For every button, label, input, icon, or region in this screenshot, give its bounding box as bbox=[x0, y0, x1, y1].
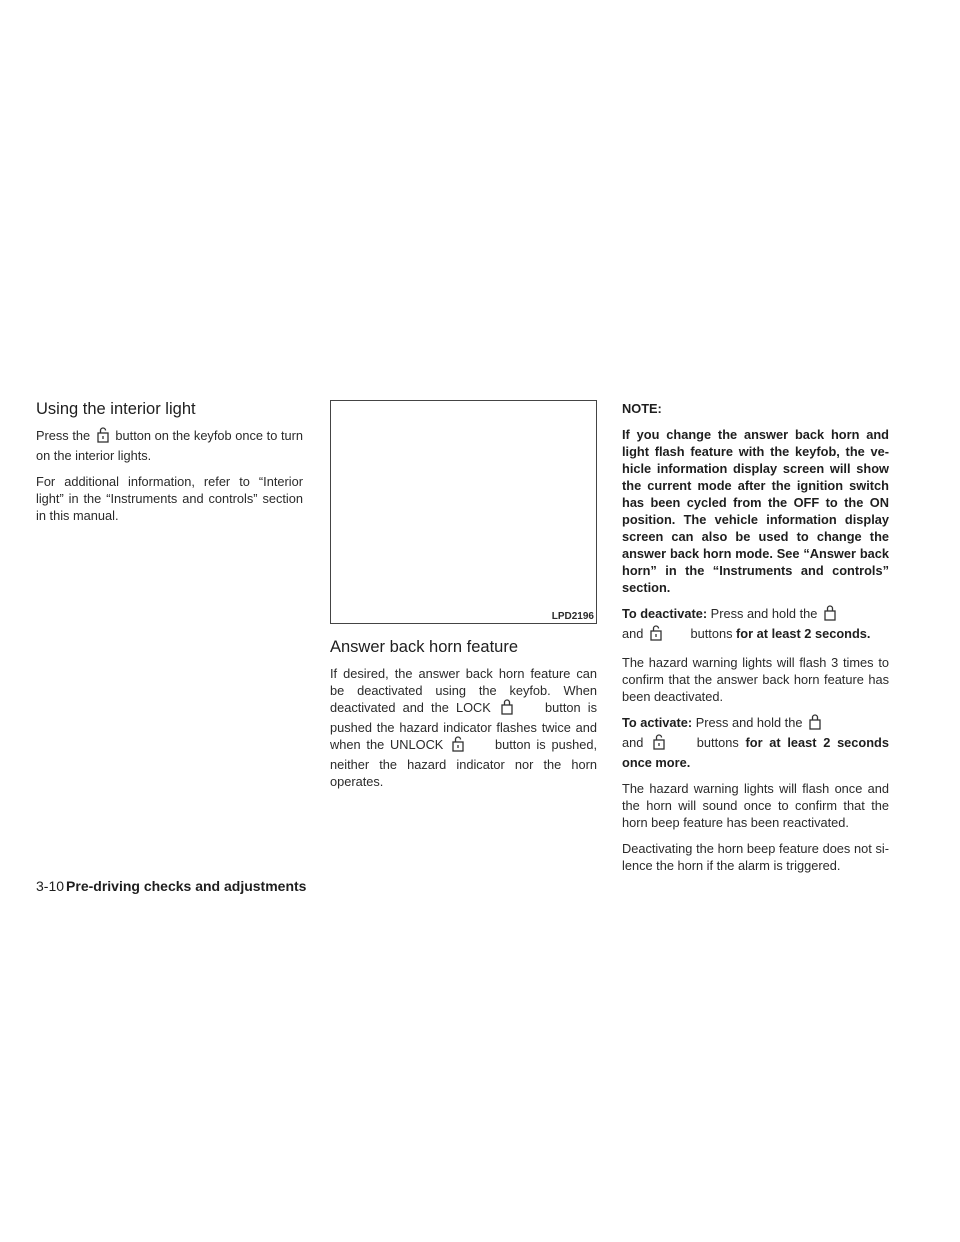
unlock-icon bbox=[96, 427, 110, 447]
paragraph-interior-reference: For additional information, refer to “Interior light” in the “Instruments and controls” section in this manual. bbox=[36, 474, 303, 523]
lock-icon bbox=[500, 699, 514, 719]
figure-illustration bbox=[330, 400, 597, 624]
column-left bbox=[36, 400, 303, 533]
figure-label: LPD2196 bbox=[551, 611, 594, 622]
unlock-icon bbox=[451, 736, 465, 756]
column-right bbox=[622, 400, 889, 883]
unlock-icon bbox=[652, 734, 666, 754]
paragraph-answer-back: If desired, the answer back horn feature can be deactivated using the keyfob. When deactivated and the LOCK button is pushed the hazard indicator flashes twice and when the UNLOCK button is pushed, neither the hazard indicator nor the horn operates. bbox=[330, 666, 598, 789]
note-title: NOTE: bbox=[622, 401, 662, 416]
paragraph-deactivate: To deactivate: Press and hold the and buttons for at least 2 seconds. bbox=[622, 605, 889, 645]
paragraph-final-note: Deactivating the horn beep feature does not si-lence the horn if the alarm is triggered. bbox=[622, 841, 889, 873]
footer-section-title: Pre-driving checks and adjustments bbox=[66, 878, 307, 894]
paragraph-activate: To activate: Press and hold the and buttons for at least 2 seconds once more. bbox=[622, 715, 889, 770]
column-middle bbox=[330, 400, 597, 799]
note-body: If you change the answer back horn and light flash feature with the keyfob, the ve-hicle information display screen will show the current mode after the ignition switch has been cycled from the OFF to the ON position. The vehicle information display screen can also be used to change the answer back horn mode. See “Answer back horn” in the “Instruments and controls” section. bbox=[622, 427, 889, 595]
lock-icon bbox=[808, 714, 822, 734]
page-footer bbox=[36, 878, 306, 894]
heading-interior-light: Using the interior light bbox=[36, 400, 196, 418]
heading-answer-back: Answer back horn feature bbox=[330, 638, 519, 656]
paragraph-activate-result: The hazard warning lights will flash once and the horn will sound once to confirm that the horn beep feature has been reactivated. bbox=[622, 781, 889, 830]
page-number: 3-10 bbox=[36, 878, 65, 894]
unlock-icon bbox=[649, 625, 663, 645]
lock-icon bbox=[823, 605, 837, 625]
paragraph-deactivate-result: The hazard warning lights will flash 3 times to confirm that the answer back horn feature has been deactivated. bbox=[622, 655, 889, 704]
paragraph-interior-press: Press the button on the keyfob once to turn on the interior lights. bbox=[36, 428, 303, 463]
